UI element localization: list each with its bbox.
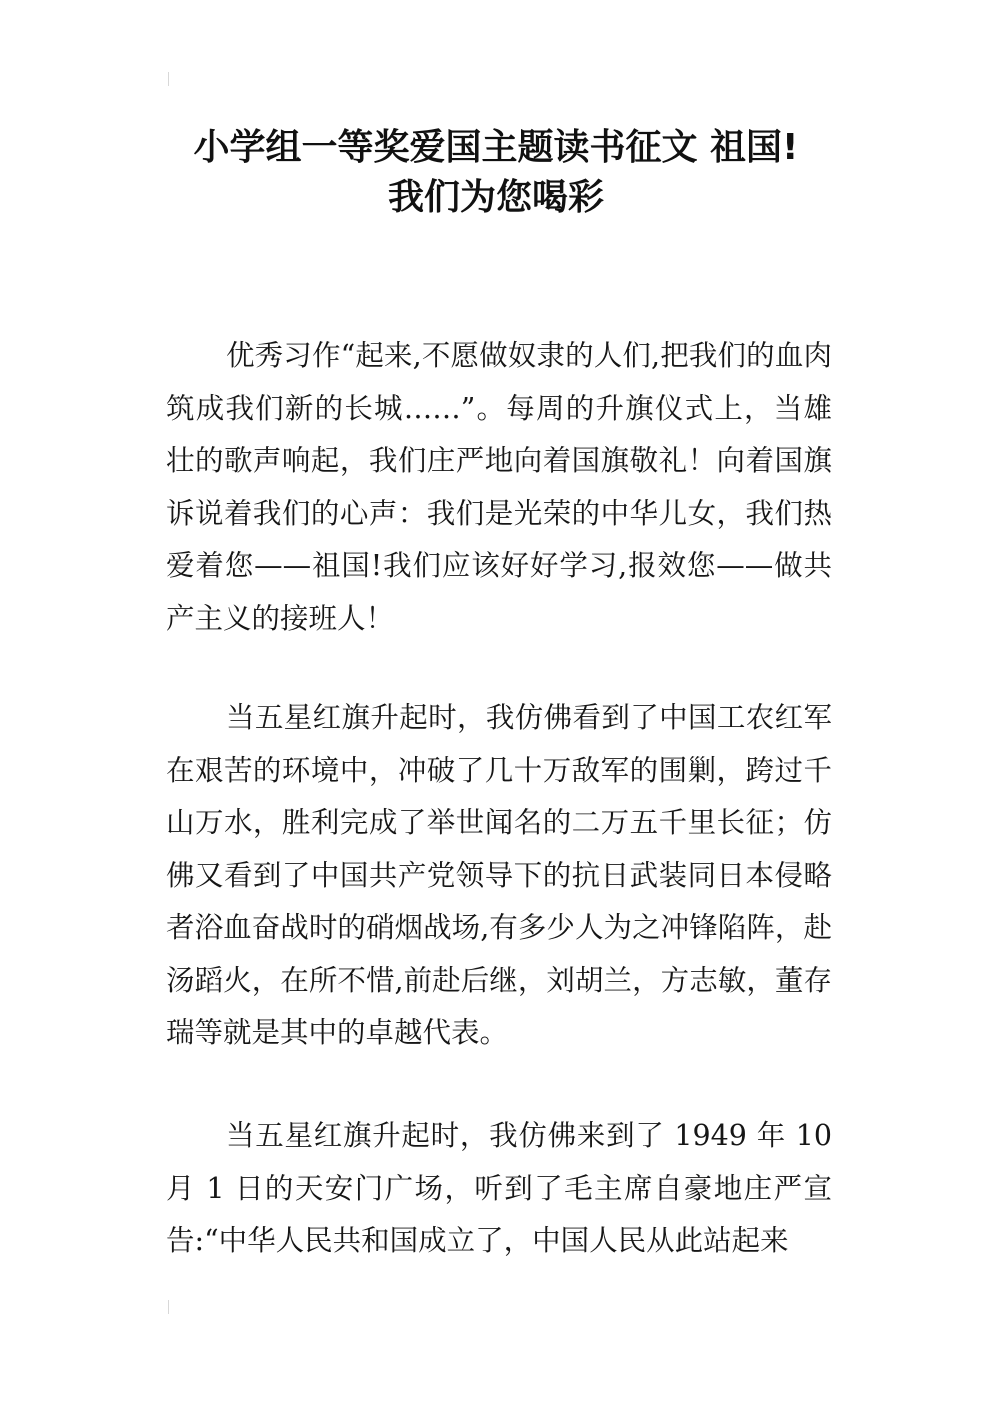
document-title bbox=[130, 123, 862, 223]
paragraph-2: 当五星红旗升起时，我仿佛看到了中国工农红军在艰苦的环境中，冲破了几十万敌军的围剿，跨过千山万水，胜利完成了举世闻名的二万五千里长征；仿佛又看到了中国共产党领导下的抗日武装同日本侵略者浴血奋战时的硝烟战场,有多少人为之冲锋陷阵，赴汤蹈火，在所不惜,前赴后继，刘胡兰，方志敏，董存瑞等就是其中的卓越代表。 bbox=[166, 701, 832, 1049]
title-line-1: 小学组一等奖爱国主题读书征文 祖国! bbox=[193, 127, 799, 168]
top-left-crop-mark bbox=[168, 72, 169, 86]
paragraph-3: 当五星红旗升起时，我仿佛来到了 1949 年 10 月 1 日的天安门广场，听到了毛主席自豪地庄严宣告:“中华人民共和国成立了，中国人民从此站起来 bbox=[166, 1119, 832, 1257]
paragraph-1: 优秀习作“起来,不愿做奴隶的人们,把我们的血肉筑成我们新的长城……”。每周的升旗仪式上，当雄壮的歌声响起，我们庄严地向着国旗敬礼！向着国旗诉说着我们的心声：我们是光荣的中华儿女，我们热爱着您——祖国!我们应该好好学习,报效您——做共产主义的接班人！ bbox=[166, 339, 832, 635]
title-line-2: 我们为您喝彩 bbox=[387, 177, 604, 218]
bottom-left-crop-mark bbox=[168, 1300, 169, 1314]
